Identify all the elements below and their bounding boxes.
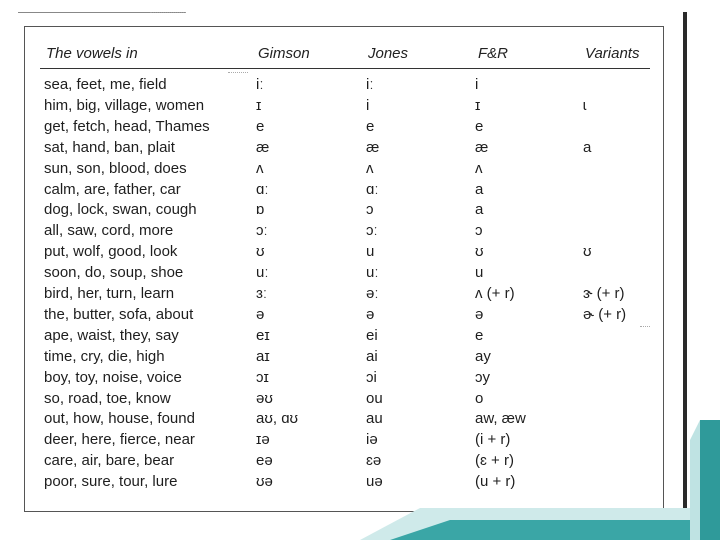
cell-fr: ɔy	[475, 368, 490, 386]
table-row	[0, 76, 720, 96]
cell-words: him, big, village, women	[44, 96, 205, 114]
cell-gimson: ɪ	[256, 96, 262, 114]
cell-fr: ʌ	[475, 159, 483, 177]
table-row	[0, 243, 720, 263]
cell-words: sea, feet, me, field	[44, 76, 167, 93]
cell-words: so, road, toe, know	[44, 389, 171, 407]
header-jones: Jones	[368, 45, 409, 62]
cell-words: sun, son, blood, does	[44, 159, 187, 177]
table-row	[0, 327, 720, 347]
cell-words: boy, toy, noise, voice	[44, 368, 182, 386]
cell-fr: (i + r)	[475, 431, 511, 449]
cell-words: sat, hand, ban, plait	[44, 138, 175, 156]
dotted-mark	[228, 72, 248, 73]
cell-fr: (u + r)	[475, 473, 516, 491]
cell-jones: ə	[366, 305, 375, 323]
table-row	[0, 348, 720, 368]
cell-fr: e	[475, 117, 484, 135]
cell-words: ape, waist, they, say	[44, 326, 179, 344]
cell-fr: ɪ	[475, 96, 481, 114]
cell-words: poor, sure, tour, lure	[44, 473, 178, 491]
cell-fr: a	[475, 201, 484, 219]
cell-gimson: ɔː	[256, 222, 268, 240]
cell-jones: æ	[366, 138, 380, 156]
cell-gimson: aɪ	[256, 347, 270, 365]
cell-variants: a	[583, 138, 592, 156]
corner-decoration	[360, 420, 720, 540]
top-rule-dotted	[150, 12, 186, 13]
decor-corner-light	[690, 420, 700, 540]
cell-jones: ɔi	[366, 368, 377, 386]
cell-jones: u	[366, 243, 375, 261]
table-row	[0, 181, 720, 201]
cell-fr: ɔ	[475, 222, 483, 240]
cell-fr: a	[475, 180, 484, 198]
header-gimson: Gimson	[258, 45, 310, 62]
cell-gimson: ʌ	[256, 159, 264, 177]
cell-jones: au	[366, 410, 383, 428]
cell-gimson: ʊ	[256, 243, 265, 261]
cell-jones: ei	[366, 326, 378, 344]
cell-gimson: iː	[256, 76, 264, 93]
cell-gimson: ɪə	[256, 431, 270, 449]
cell-jones: iə	[366, 431, 378, 449]
cell-words: all, saw, cord, more	[44, 222, 174, 240]
table-row	[0, 139, 720, 159]
table-row	[0, 201, 720, 221]
table-row	[0, 390, 720, 410]
cell-jones: i	[366, 96, 370, 114]
cell-jones: ai	[366, 347, 378, 365]
cell-words: put, wolf, good, look	[44, 243, 178, 261]
cell-gimson: ʊə	[256, 473, 273, 491]
cell-jones: iː	[366, 76, 374, 93]
header-fr: F&R	[478, 45, 508, 62]
cell-words: calm, are, father, car	[44, 180, 181, 198]
cell-words: deer, here, fierce, near	[44, 431, 195, 449]
cell-gimson: aʊ, ɑʊ	[256, 410, 299, 428]
cell-jones: ou	[366, 389, 383, 407]
header-rule	[40, 68, 650, 69]
cell-fr: aw, æw	[475, 410, 526, 428]
cell-fr: (ɛ + r)	[475, 452, 514, 470]
cell-fr: u	[475, 264, 484, 282]
cell-words: the, butter, sofa, about	[44, 305, 194, 323]
cell-fr: o	[475, 389, 484, 407]
cell-jones: uː	[366, 264, 379, 282]
cell-gimson: e	[256, 117, 265, 135]
cell-words: soon, do, soup, shoe	[44, 264, 184, 282]
table-row	[0, 97, 720, 117]
cell-words: care, air, bare, bear	[44, 452, 175, 470]
cell-gimson: əʊ	[256, 389, 273, 407]
cell-gimson: ɔɪ	[256, 368, 269, 386]
table-row	[0, 285, 720, 305]
cell-jones: əː	[366, 285, 379, 302]
cell-fr: i	[475, 76, 479, 93]
cell-jones: ɔː	[366, 222, 378, 240]
cell-variants: ɩ	[583, 96, 587, 114]
header-variants: Variants	[585, 45, 640, 62]
table-row	[0, 160, 720, 180]
cell-jones: ɔ	[366, 201, 374, 219]
cell-gimson: ɜː	[256, 285, 268, 302]
cell-variants: ʊ	[583, 243, 592, 261]
table-row	[0, 118, 720, 138]
cell-variants: ɚ (+ r)	[583, 305, 627, 323]
table-row	[0, 369, 720, 389]
cell-jones: uə	[366, 473, 383, 491]
cell-words: bird, her, turn, learn	[44, 285, 175, 302]
cell-fr: æ	[475, 138, 489, 156]
cell-gimson: eə	[256, 452, 273, 470]
cell-words: out, how, house, found	[44, 410, 195, 428]
cell-fr: ʌ (+ r)	[475, 285, 515, 302]
table-row	[0, 264, 720, 284]
cell-variants: ɝ (+ r)	[583, 285, 625, 302]
cell-words: dog, lock, swan, cough	[44, 201, 197, 219]
cell-jones: ʌ	[366, 159, 374, 177]
cell-fr: ə	[475, 305, 484, 323]
cell-words: get, fetch, head, Thames	[44, 117, 210, 135]
table-header	[0, 45, 720, 65]
cell-gimson: ɑː	[256, 180, 269, 198]
cell-gimson: ɒ	[256, 201, 265, 219]
cell-gimson: ə	[256, 305, 265, 323]
cell-words: time, cry, die, high	[44, 347, 165, 365]
cell-fr: e	[475, 326, 484, 344]
header-vowels: The vowels in	[46, 45, 138, 62]
cell-jones: ɛə	[366, 452, 382, 470]
cell-gimson: æ	[256, 138, 270, 156]
cell-gimson: uː	[256, 264, 269, 282]
decor-corner-teal	[700, 420, 720, 540]
cell-jones: e	[366, 117, 375, 135]
cell-jones: ɑː	[366, 180, 379, 198]
table-row	[0, 306, 720, 326]
table-row	[0, 222, 720, 242]
cell-fr: ay	[475, 347, 491, 365]
cell-gimson: eɪ	[256, 326, 270, 344]
cell-fr: ʊ	[475, 243, 484, 261]
